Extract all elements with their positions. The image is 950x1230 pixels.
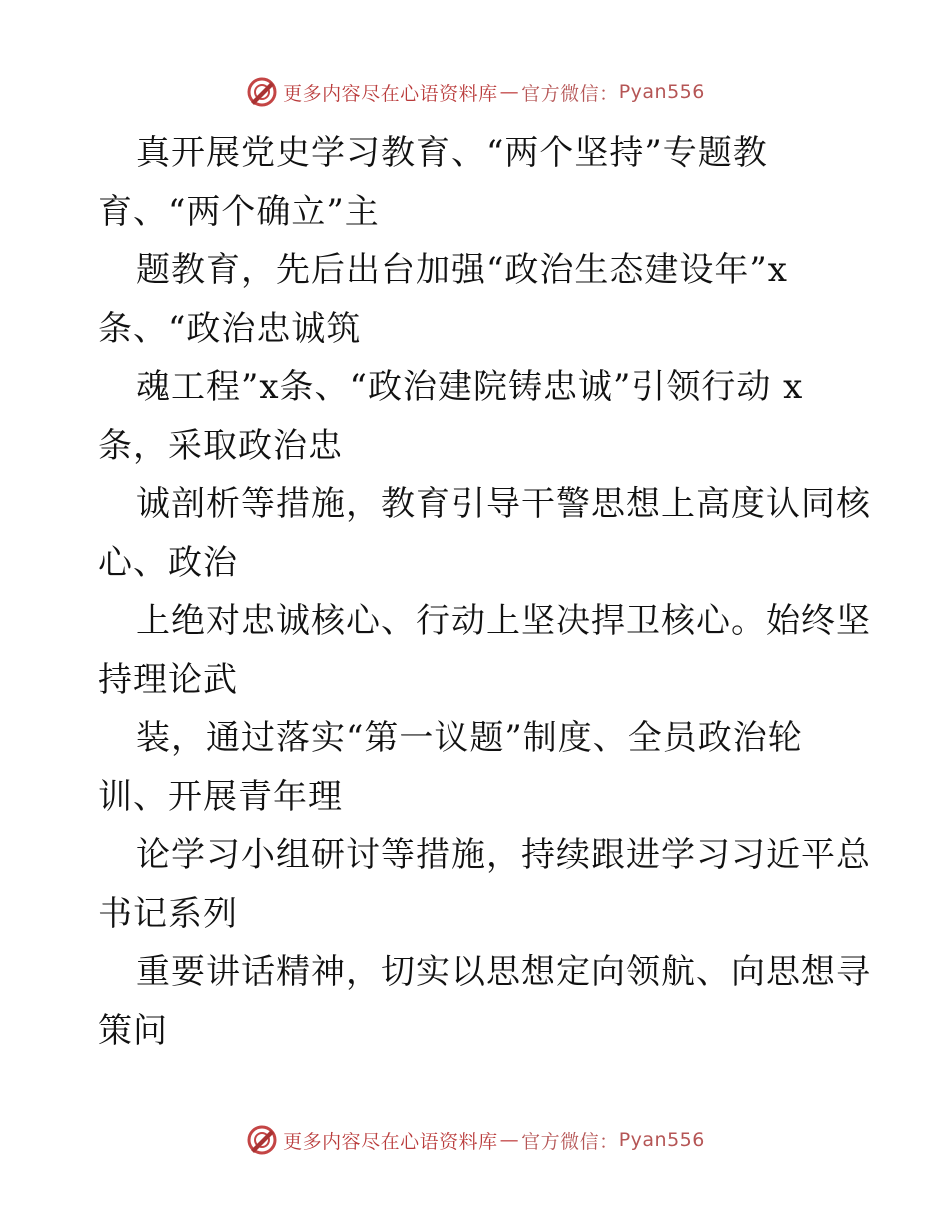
text-line: 书记系列	[98, 893, 238, 934]
text-line: 魂工程”x条、“政治建院铸忠诚”引领行动 x	[136, 367, 804, 407]
banner-wechat-id: Pyan556	[618, 81, 705, 103]
banner-wechat-label: 官方微信：	[521, 82, 619, 105]
text-line: 论学习小组研讨等措施，持续跟进学习习近平总	[136, 835, 871, 875]
seal-logo-icon	[245, 1123, 279, 1157]
text-line: 重要讲话精神，切实以思想定向领航、向思想寻	[136, 952, 871, 992]
banner-wechat-label: 官方微信：	[521, 1130, 619, 1153]
footer-banner	[0, 1120, 950, 1160]
banner-separator: —	[499, 1129, 520, 1151]
text-line: 训、开展青年理	[98, 776, 343, 817]
text-line: 条，采取政治忠	[98, 425, 343, 466]
banner-separator: —	[499, 81, 520, 103]
text-line: 育、“两个确立”主	[98, 191, 380, 232]
banner-main-text: 更多内容尽在心语资料库	[283, 1130, 498, 1153]
text-line: 诚剖析等措施，教育引导干警思想上高度认同核	[136, 484, 871, 524]
text-line: 真开展党史学习教育、“两个坚持”专题教	[136, 133, 768, 173]
document-body	[98, 124, 871, 1060]
banner-wechat-id: Pyan556	[618, 1129, 705, 1151]
text-line: 持理论武	[98, 659, 238, 700]
header-banner	[0, 72, 950, 112]
text-line: 条、“政治忠诚筑	[98, 308, 362, 349]
banner-main-text: 更多内容尽在心语资料库	[283, 82, 498, 105]
text-line: 装，通过落实“第一议题”制度、全员政治轮	[136, 718, 803, 758]
text-line: 题教育，先后出台加强“政治生态建设年”x	[136, 250, 788, 290]
text-line: 心、政治	[98, 542, 238, 583]
text-line: 上绝对忠诚核心、行动上坚决捍卫核心。始终坚	[136, 601, 871, 641]
seal-logo-icon	[245, 75, 279, 109]
text-line: 策问	[98, 1010, 168, 1051]
